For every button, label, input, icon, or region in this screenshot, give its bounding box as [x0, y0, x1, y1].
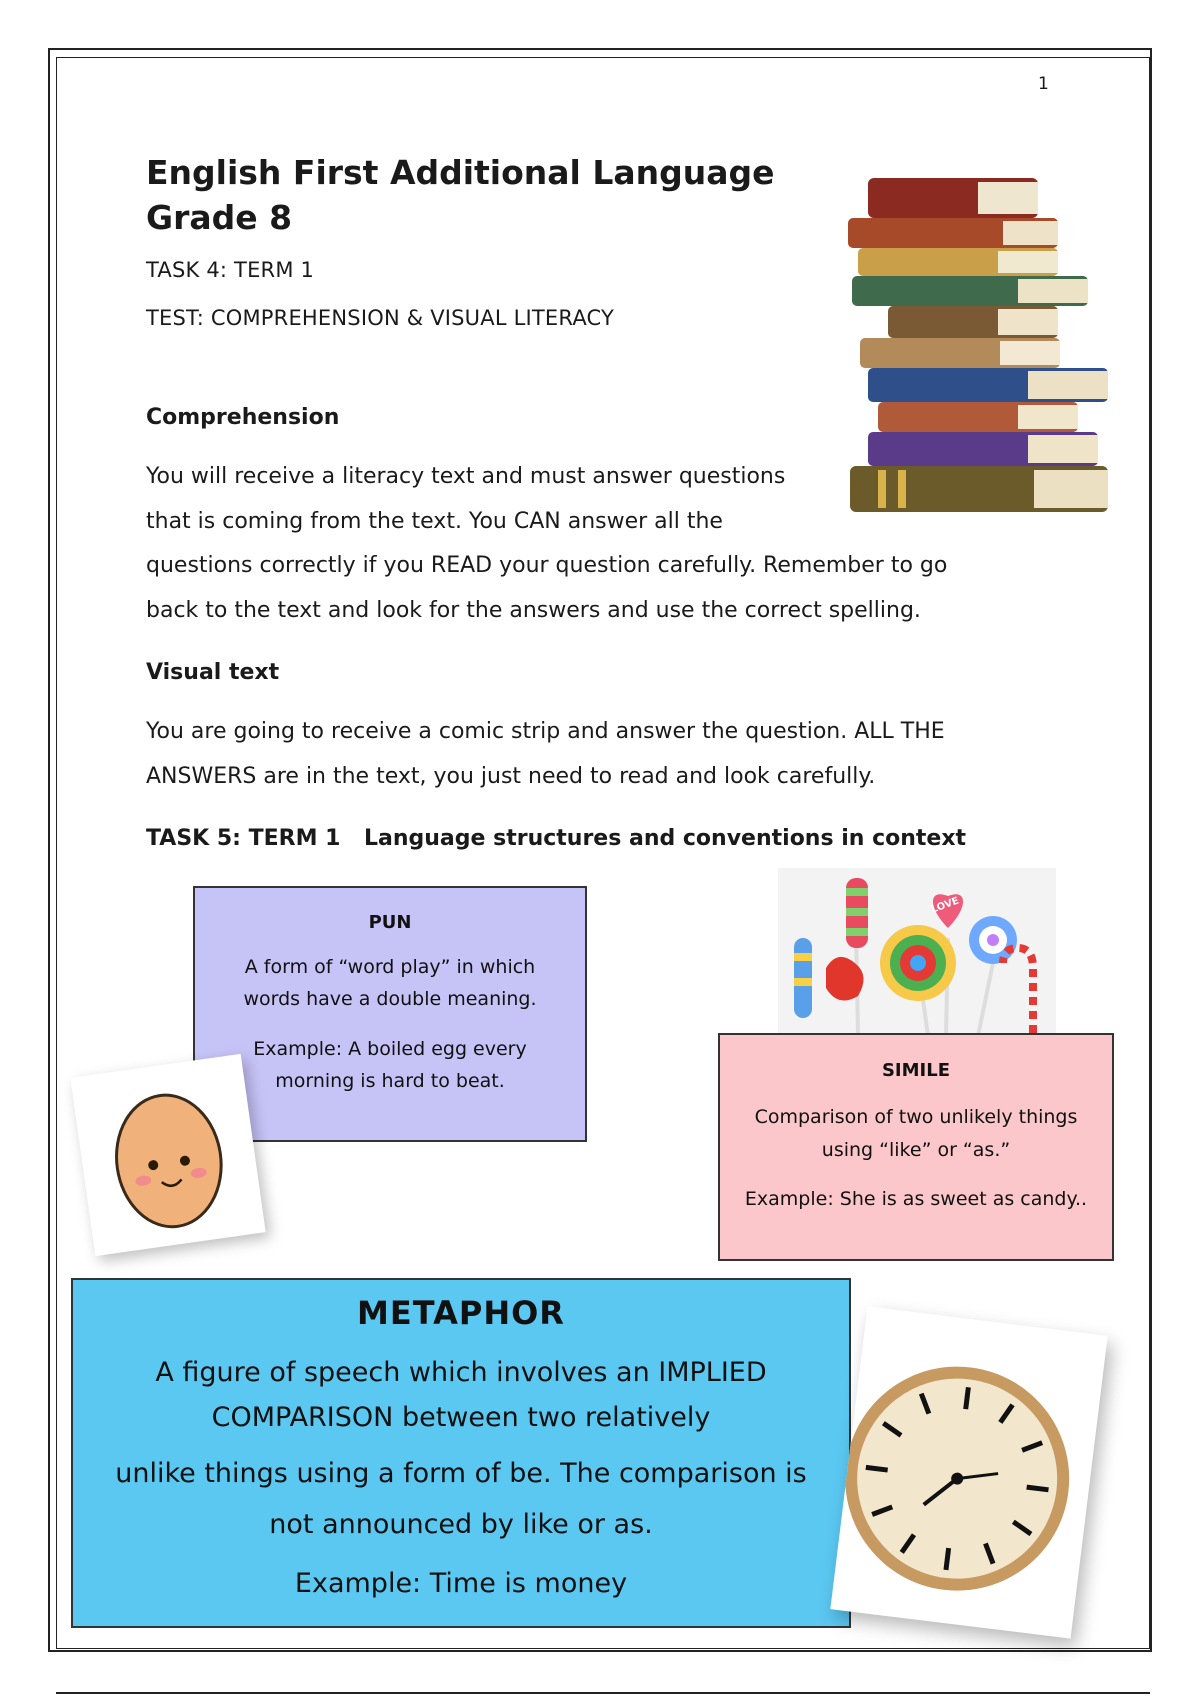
- visual-text-line-2: ANSWERS are in the text, you just need to read and look carefully.: [146, 763, 876, 789]
- pun-card: [193, 886, 587, 1142]
- pun-title: PUN: [368, 912, 412, 933]
- task4-label: TASK 4: TERM 1: [146, 258, 315, 282]
- visual-text-line-1: You are going to receive a comic strip and answer the question. ALL THE: [146, 719, 945, 744]
- book-7: [868, 368, 1108, 402]
- comprehension-line-1: You will receive a literacy text and must answer questions: [146, 464, 786, 489]
- pun-definition-line-2: words have a double meaning.: [243, 988, 537, 1010]
- book-1: [868, 178, 1038, 218]
- pun-example-line-1: Example: A boiled egg every: [253, 1038, 527, 1060]
- pun-definition: [195, 951, 585, 1015]
- clock-icon: [830, 1306, 1107, 1638]
- book-3: [858, 248, 1058, 276]
- pun-example: [195, 1033, 585, 1097]
- egg-photo: [70, 1054, 265, 1256]
- metaphor-line-4: not announced by like or as.: [269, 1509, 653, 1540]
- simile-definition: [720, 1101, 1112, 1167]
- visual-text-paragraph: [146, 710, 945, 799]
- task5-title: Language structures and conventions in context: [364, 826, 967, 851]
- books-stack-image: [838, 148, 1114, 538]
- pun-example-line-2: morning is hard to beat.: [275, 1070, 505, 1092]
- task5-label: TASK 5: TERM 1: [146, 826, 341, 851]
- book-2: [848, 218, 1058, 248]
- pun-definition-line-1: A form of “word play” in which: [244, 956, 536, 978]
- title-line-2: Grade 8: [146, 198, 293, 237]
- candy-photo: [778, 868, 1056, 1036]
- visual-text-heading: Visual text: [146, 660, 280, 685]
- simile-title: SIMILE: [881, 1060, 951, 1081]
- metaphor-line-1: A figure of speech which involves an IMPLIED: [155, 1357, 767, 1388]
- comprehension-paragraph: [146, 455, 947, 633]
- book-10: [850, 466, 1108, 512]
- simile-example: Example: She is as sweet as candy..: [744, 1188, 1088, 1210]
- lollipops-icon: [778, 868, 1056, 1036]
- clock-photo: [830, 1306, 1107, 1638]
- bottom-rule: [56, 1692, 1150, 1694]
- page-number: 1: [1038, 74, 1049, 94]
- book-8: [878, 402, 1078, 432]
- metaphor-line-2: COMPARISON between two relatively: [211, 1402, 711, 1433]
- book-6: [860, 338, 1060, 368]
- document-title: [146, 150, 775, 240]
- metaphor-example: Example: Time is money: [294, 1568, 628, 1599]
- metaphor-definition-a: [73, 1350, 849, 1440]
- metaphor-card: [71, 1278, 851, 1628]
- egg-icon: [70, 1054, 265, 1256]
- book-4: [852, 276, 1088, 306]
- comprehension-line-3: questions correctly if you READ your question carefully. Remember to go: [146, 553, 948, 578]
- metaphor-line-3: unlike things using a form of be. The comparison is: [115, 1458, 807, 1489]
- book-5: [888, 306, 1058, 338]
- simile-definition-line-2: using “like” or “as.”: [821, 1139, 1011, 1161]
- comprehension-line-4: back to the text and look for the answers and use the correct spelling.: [146, 597, 921, 623]
- test-label: TEST: COMPREHENSION & VISUAL LITERACY: [146, 306, 615, 330]
- task5-heading: [146, 826, 966, 851]
- metaphor-title: METAPHOR: [357, 1294, 565, 1332]
- title-line-1: English First Additional Language: [146, 153, 775, 192]
- comprehension-heading: Comprehension: [146, 405, 340, 430]
- candy-heart-label: LOVE: [929, 895, 961, 916]
- comprehension-line-2: that is coming from the text. You CAN answer all the: [146, 508, 723, 534]
- book-9: [868, 432, 1098, 466]
- simile-card: [718, 1033, 1114, 1261]
- simile-definition-line-1: Comparison of two unlikely things: [754, 1106, 1078, 1128]
- metaphor-definition-b: [73, 1448, 849, 1550]
